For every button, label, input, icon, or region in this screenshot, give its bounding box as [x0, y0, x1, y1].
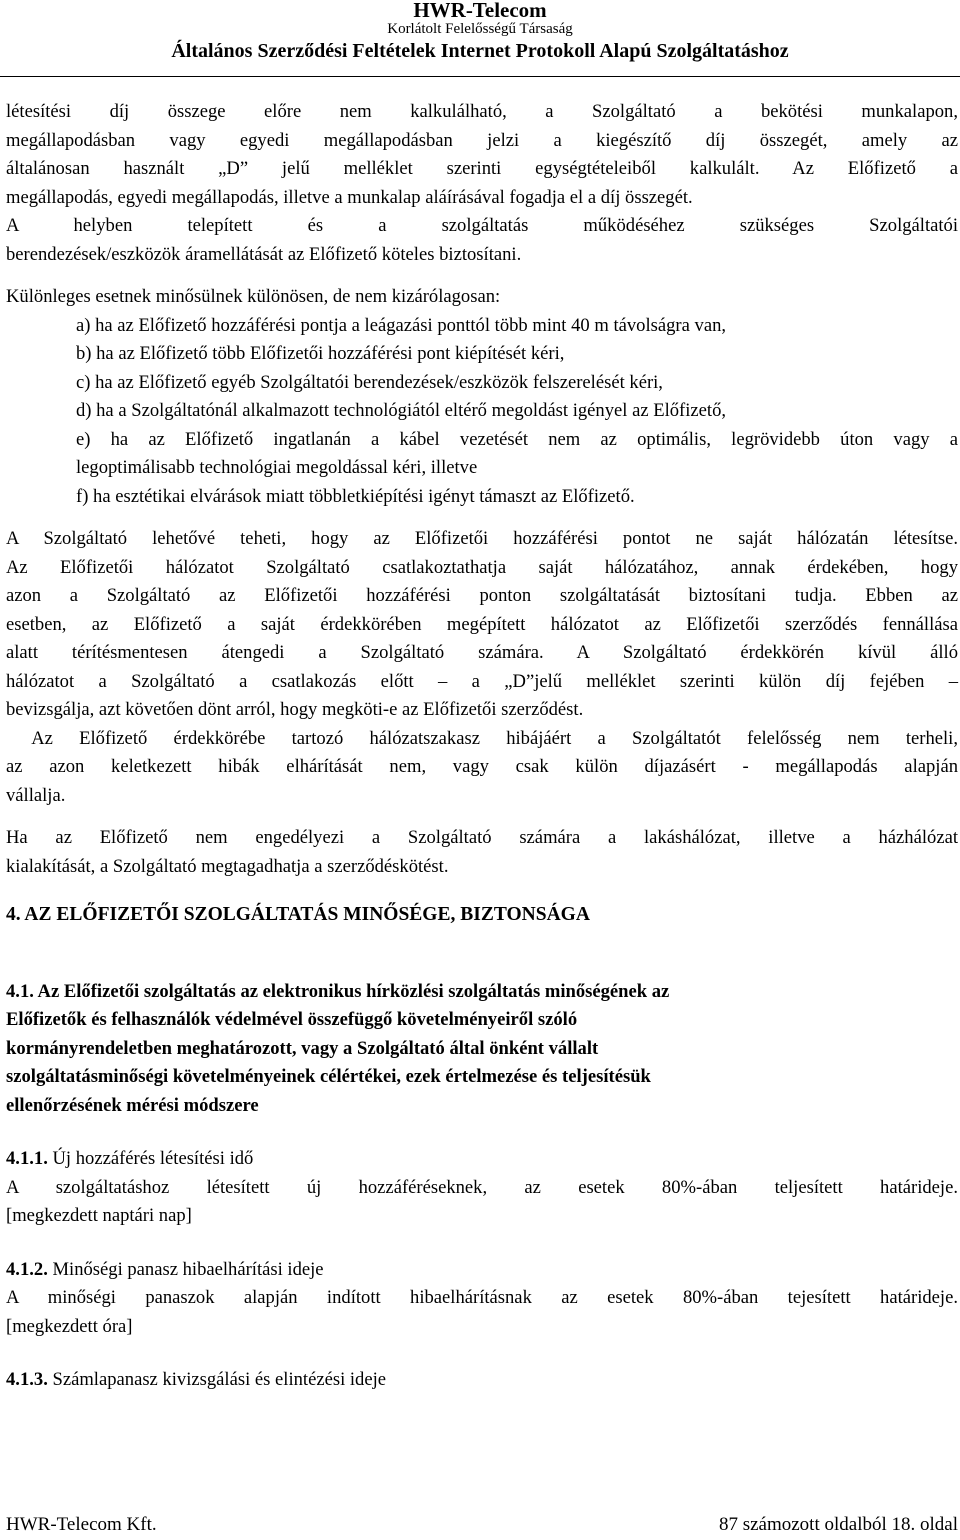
subsection-number: 4.1.1. — [6, 1148, 48, 1169]
spacer — [6, 511, 958, 525]
section-4-1-heading — [6, 978, 958, 1121]
subsection-title: Minőségi panasz hibaelhárítási ideje — [47, 1258, 324, 1280]
header-rule — [0, 76, 960, 77]
heading-line: ellenőrzésének mérési módszere — [6, 1094, 259, 1116]
list-item: f) ha esztétikai elvárások miatt többletkiépítési igényt támaszt az Előfizető. — [76, 485, 635, 507]
header-doc-title: Általános Szerződési Feltételek Internet Protokoll Alapú Szolgáltatáshoz — [171, 40, 789, 62]
text-line: kialakítását, a Szolgáltató megtagadhatja a szerződéskötést. — [6, 855, 449, 877]
heading-line: Előfizetők és felhasználók védelmével összefüggő követelményeiről szóló — [6, 1009, 578, 1030]
heading-line: kormányrendeletben meghatározott, vagy a Szolgáltató által önként vállalt — [6, 1037, 599, 1059]
text-line: bevizsgálja, azt követően dönt arról, hogy megköti-e az Előfizetői szerződést. — [6, 699, 584, 720]
subsection-heading — [6, 1366, 958, 1395]
text-line: alatt térítésmentesen átengedi a Szolgáltató számára. A Szolgáltató érdekkörén kívül álló — [6, 642, 958, 663]
paragraph-home-network — [6, 824, 958, 881]
text-line: létesítési díj összege előre nem kalkulálható, a Szolgáltató a bekötési munkalapon, — [6, 101, 958, 122]
list-item: d) ha a Szolgáltatónál alkalmazott technológiától eltérő megoldást igényel az Előfizető, — [76, 400, 727, 421]
paragraph-subscriber-network — [6, 525, 958, 810]
page-footer — [6, 1512, 958, 1538]
heading-line: 4.1. Az Előfizetői szolgáltatás az elektronikus hírközlési szolgáltatás minőségének az — [6, 980, 670, 1002]
footer-company: HWR-Telecom Kft. — [6, 1514, 157, 1535]
text-line: esetben, az Előfizető a saját érdekkörében megépített hálózatot az Előfizetői szerződés fennállása — [6, 613, 958, 635]
list-item: e) ha az Előfizető ingatlanán a kábel vezetését nem az optimális, legrövidebb úton vagy a — [76, 428, 958, 450]
text-line: vállalja. — [6, 784, 66, 806]
paragraph-connection-fee — [6, 98, 958, 269]
text-line: az azon keletkezett hibák elhárítását nem, vagy csak külön díjazásért - megállapodás alapján — [6, 756, 958, 777]
footer-page-number: 87 számozott oldalból 18. oldal — [718, 1514, 958, 1535]
text-line: Az Előfizető érdekkörébe tartozó hálózatszakasz hibájáért a Szolgáltatót felelősség nem terheli, — [6, 727, 958, 749]
spacer — [6, 1120, 958, 1145]
text-line: [megkezdett óra] — [6, 1315, 133, 1337]
list-item: legoptimálisabb technológiai megoldással kéri, illetve — [76, 457, 478, 478]
subsection-title: Új hozzáférés létesítési idő — [47, 1148, 254, 1169]
spacer — [6, 269, 958, 283]
subsection-heading — [6, 1256, 958, 1285]
subsection-number: 4.1.2. — [6, 1258, 48, 1280]
section-4-heading: 4. AZ ELŐFIZETŐI SZOLGÁLTATÁS MINŐSÉGE, BIZTONSÁGA — [6, 904, 590, 925]
text-line: A szolgáltatáshoz létesített új hozzáféréseknek, az esetek 80%-ában teljesített határideje. — [6, 1176, 958, 1198]
section-4-1-1 — [6, 1145, 958, 1231]
spacer — [6, 1341, 958, 1366]
page-content — [6, 98, 958, 1395]
special-cases-intro: Különleges esetnek minősülnek különösen, de nem kizárólagosan: — [6, 286, 501, 307]
page-header — [0, 0, 960, 64]
subsection-heading — [6, 1145, 958, 1174]
spacer — [6, 881, 958, 901]
text-line: azon a Szolgáltató az Előfizetői hozzáférési ponton szolgáltatását biztosítani tudja. Ebben az — [6, 585, 958, 606]
section-4-1-2 — [6, 1256, 958, 1342]
text-line: hálózatot a Szolgáltató a csatlakozás előtt – a „D”jelű melléklet szerinti külön díj fejében – — [6, 670, 958, 692]
text-line: megállapodás, egyedi megállapodás, illetve a munkalap aláírásával fogadja el a díj összegét. — [6, 186, 693, 208]
subsection-title: Számlapanasz kivizsgálási és elintézési ideje — [47, 1369, 387, 1390]
spacer — [6, 810, 958, 824]
text-line: berendezések/eszközök áramellátását az Előfizető köteles biztosítani. — [6, 243, 522, 265]
list-item: c) ha az Előfizető egyéb Szolgáltatói berendezések/eszközök felszerelését kéri, — [76, 371, 663, 393]
special-cases-list — [6, 283, 958, 511]
spacer — [6, 1231, 958, 1256]
heading-line: szolgáltatásminőségi követelményeinek célértékei, ezek értelmezése és teljesítésük — [6, 1066, 651, 1087]
header-company: HWR-Telecom — [413, 0, 547, 22]
header-company-type: Korlátolt Felelősségű Társaság — [387, 21, 573, 37]
text-line: Ha az Előfizető nem engedélyezi a Szolgáltató számára a lakáshálózat, illetve a házhálózat — [6, 827, 958, 848]
subsection-number: 4.1.3. — [6, 1369, 48, 1390]
text-line: [megkezdett naptári nap] — [6, 1205, 192, 1226]
section-4-1-3 — [6, 1366, 958, 1395]
text-line: A Szolgáltató lehetővé teheti, hogy az Előfizetői hozzáférési pontot ne saját hálózatán létesítse. — [6, 528, 958, 549]
list-item: b) ha az Előfizető több Előfizetői hozzáférési pont kiépítését kéri, — [76, 343, 565, 364]
text-line: A helyben telepített és a szolgáltatás működéséhez szükséges Szolgáltatói — [6, 215, 958, 236]
text-line: A minőségi panaszok alapján indított hibaelhárításnak az esetek 80%-ában tejesített határideje. — [6, 1287, 958, 1308]
text-line: megállapodásban vagy egyedi megállapodásban jelzi a kiegészítő díj összegét, amely az — [6, 129, 958, 151]
text-line: általánosan használt „D” jelű melléklet szerinti egységtételeiből kalkulált. Az Előfizető a — [6, 158, 958, 179]
list-item: a) ha az Előfizető hozzáférési pontja a leágazási ponttól több mint 40 m távolságra van, — [76, 314, 727, 336]
spacer — [6, 930, 958, 978]
text-line: Az Előfizetői hálózatot Szolgáltató csatlakoztathatja saját hálózatához, annak érdekében, hogy — [6, 556, 958, 578]
